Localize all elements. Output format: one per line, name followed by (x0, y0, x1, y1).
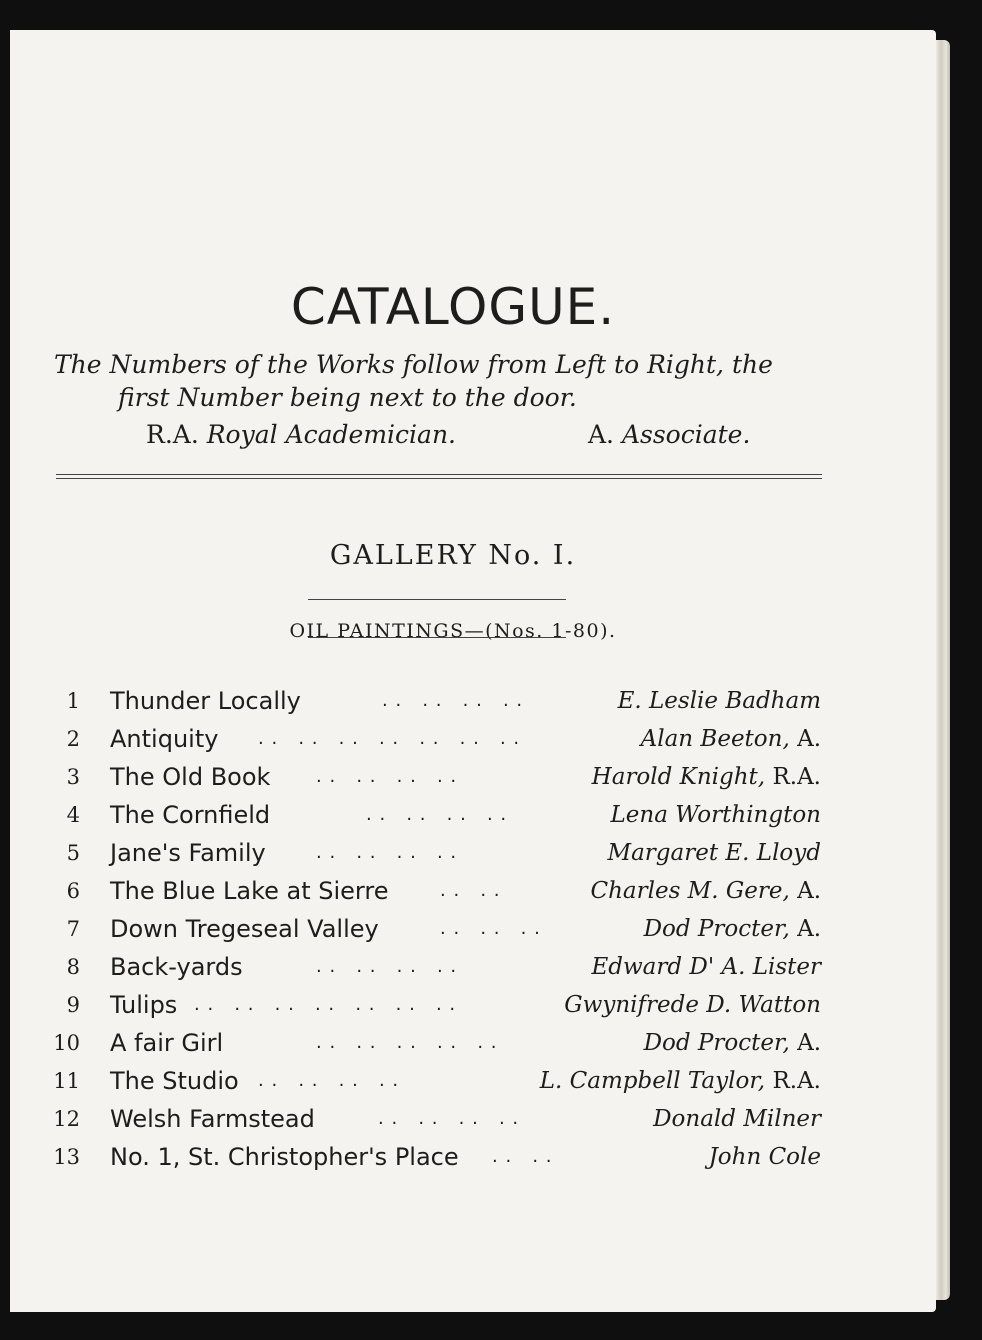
artist-name: Margaret E. Lloyd (607, 840, 821, 866)
leader-dots: . . . . . . . . (382, 690, 524, 711)
entry-row (10, 876, 936, 906)
entry-artist (592, 762, 821, 792)
artist-title: A. (797, 726, 821, 752)
artist-title: A. (797, 1030, 821, 1056)
artist-name: Dod Procter, (643, 916, 790, 942)
entry-row (10, 838, 936, 868)
entry-title: Jane's Family (110, 839, 266, 867)
entry-title: A fair Girl (110, 1029, 224, 1057)
entry-title: Antiquity (110, 725, 219, 753)
entry-title: The Blue Lake at Sierre (110, 877, 389, 905)
artist-name: Lena Worthington (610, 802, 821, 828)
abbreviation-a-meaning: Associate. (621, 420, 751, 449)
entry-artist (590, 876, 821, 906)
entry-artist (608, 838, 821, 868)
entry-number: 9 (66, 993, 80, 1017)
section-heading: OIL PAINTINGS—(Nos. 1-80). (289, 620, 617, 642)
entry-artist (540, 1066, 821, 1096)
leader-dots: . . . . . . . . (316, 956, 458, 977)
leader-dots: . . . . . . . . . . . . . . (258, 728, 521, 749)
entry-artist (618, 686, 821, 716)
leader-dots: . . . . (492, 1146, 553, 1167)
abbreviation-ra-code: R.A. (146, 420, 199, 449)
entry-artist (641, 724, 821, 754)
entry-number: 8 (66, 955, 80, 979)
entry-artist (653, 1104, 821, 1134)
entry-title: Tulips (110, 991, 178, 1019)
artist-title: R.A. (772, 1068, 821, 1094)
abbreviation-a-code: A. (588, 420, 615, 449)
entry-title: The Studio (110, 1067, 239, 1095)
entry-row (10, 1028, 936, 1058)
entry-title: Welsh Farmstead (110, 1105, 315, 1133)
artist-title: R.A. (772, 764, 821, 790)
entry-row (10, 952, 936, 982)
entry-artist (644, 1028, 821, 1058)
artist-name: Charles M. Gere, (590, 878, 790, 904)
entry-artist (564, 990, 821, 1020)
artist-name: Alan Beeton, (640, 726, 790, 752)
entry-row (10, 1066, 936, 1096)
artist-name: L. Campbell Taylor, (539, 1068, 766, 1094)
entry-number: 13 (53, 1145, 80, 1169)
entry-row (10, 914, 936, 944)
entry-title: The Cornfield (110, 801, 271, 829)
gallery-heading: GALLERY No. I. (329, 540, 577, 571)
gallery-rule-upper (308, 599, 566, 600)
entry-row (10, 1142, 936, 1172)
entry-artist (709, 1142, 821, 1172)
entry-number: 10 (53, 1031, 80, 1055)
page-title: CATALOGUE. (290, 278, 616, 336)
entry-row (10, 686, 936, 716)
entry-title: Down Tregeseal Valley (110, 915, 379, 943)
entry-row (10, 990, 936, 1020)
catalogue-page (10, 30, 936, 1312)
leader-dots: . . . . . . (440, 918, 541, 939)
artist-name: E. Leslie Badham (617, 688, 821, 714)
artist-title: A. (797, 878, 821, 904)
abbreviation-a (588, 422, 750, 447)
entry-number: 11 (53, 1069, 80, 1093)
leader-dots: . . . . . . . . (378, 1108, 520, 1129)
artist-name: Dod Procter, (643, 1030, 790, 1056)
note-line-1: The Numbers of the Works follow from Left to Right, the (54, 350, 773, 379)
note-line-2: first Number being next to the door. (118, 383, 577, 412)
entry-title: The Old Book (110, 763, 271, 791)
entry-number: 5 (66, 841, 80, 865)
entry-number: 1 (66, 689, 80, 713)
double-rule-top (56, 474, 822, 475)
leader-dots: . . . . . . . . . . . . . . (194, 994, 457, 1015)
abbreviation-ra (146, 422, 456, 447)
entry-title: Back-yards (110, 953, 243, 981)
entry-row (10, 724, 936, 754)
leader-dots: . . . . (440, 880, 501, 901)
entry-title: Thunder Locally (110, 687, 301, 715)
entry-number: 3 (66, 765, 80, 789)
entry-number: 12 (53, 1107, 80, 1131)
entry-number: 7 (66, 917, 80, 941)
artist-name: Harold Knight, (591, 764, 766, 790)
artist-name: Donald Milner (653, 1106, 821, 1132)
entry-number: 6 (66, 879, 80, 903)
gallery-rule-lower (308, 637, 566, 638)
entry-title: No. 1, St. Christopher's Place (110, 1143, 459, 1171)
entry-artist (644, 914, 821, 944)
artist-name: Edward D' A. Lister (591, 954, 821, 980)
abbreviation-ra-meaning: Royal Academician. (206, 420, 456, 449)
entry-number: 2 (66, 727, 80, 751)
artist-name: Gwynifrede D. Watton (564, 992, 821, 1018)
entry-row (10, 1104, 936, 1134)
entry-artist (611, 800, 822, 830)
leader-dots: . . . . . . . . (316, 766, 458, 787)
leader-dots: . . . . . . . . (258, 1070, 400, 1091)
double-rule-bottom (56, 478, 822, 479)
entry-row (10, 762, 936, 792)
leader-dots: . . . . . . . . . . (316, 1032, 498, 1053)
entry-row (10, 800, 936, 830)
entry-artist (591, 952, 821, 982)
entry-number: 4 (66, 803, 80, 827)
artist-name: John Cole (708, 1144, 821, 1170)
artist-title: A. (797, 916, 821, 942)
leader-dots: . . . . . . . . (366, 804, 508, 825)
leader-dots: . . . . . . . . (316, 842, 458, 863)
